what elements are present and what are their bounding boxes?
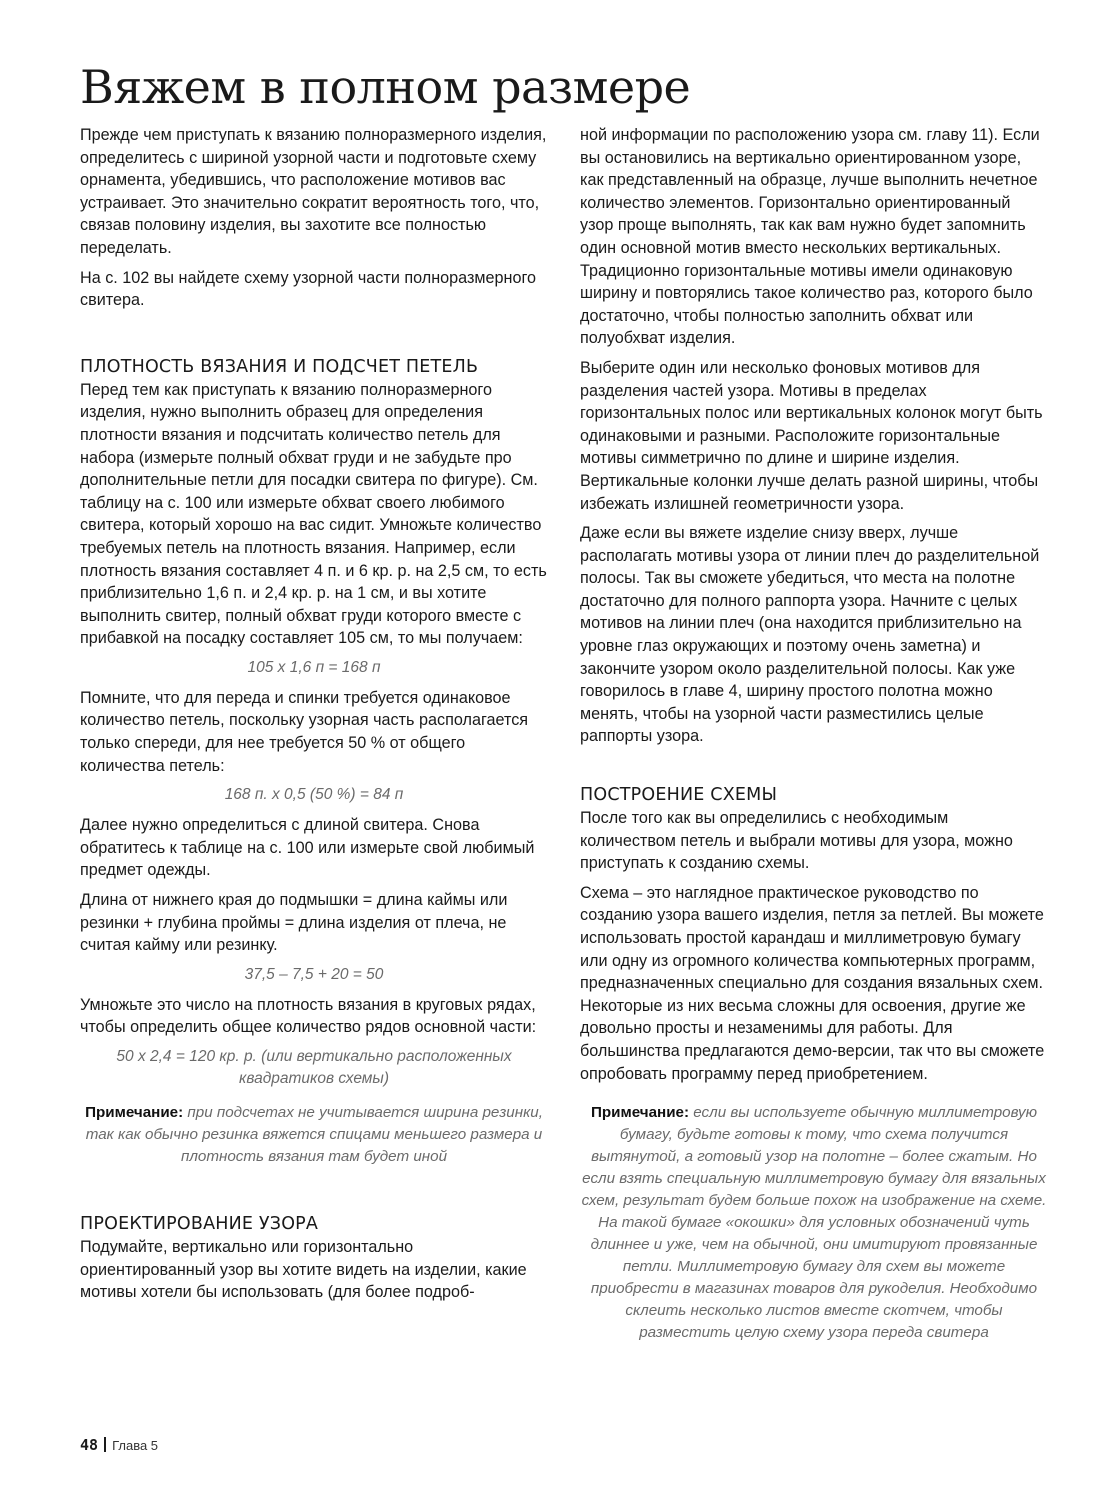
heading-gauge: ПЛОТНОСТЬ ВЯЗАНИЯ И ПОДСЧЕТ ПЕТЕЛЬ <box>80 356 479 377</box>
gauge-paragraph-3: Далее нужно определиться с длиной свитера. Снова обратитесь к таблице на с. 100 или измерьте свой любимый предмет одежды. <box>80 816 535 880</box>
heading-pattern-design: ПРОЕКТИРОВАНИЕ УЗОРА <box>80 1214 319 1234</box>
gauge-paragraph-2: Помните, что для переда и спинки требуется одинаковое количество петель, поскольку узорная часть располагается только спереди, для нее требуется 50 % от общего количества петель: <box>80 688 529 775</box>
note-text: если вы используете обычную миллиметровую бумагу, будьте готовы к тому, что схема получится вытянутой, а готовый узор на полотне – более сжатым. Но если взять специальную миллиметровую бумагу для вязальных схем, результат будем больше похож на изображение на схеме. На такой бумаге «окошки» для условных обозначений чуть длиннее и уже, чем на обычной, они имитируют провязанные петли. Миллиметровую бумагу для схем вы можете приобрести в магазинах товаров для рукоделия. Необходимо склеить несколько листов вместе скотчем, чтобы разместить целую схему узора переда свитера <box>581 1104 1047 1342</box>
note-graph-paper <box>580 1102 1048 1344</box>
page-title: Вяжем в полном размере <box>80 60 691 114</box>
note-label: Примечание: <box>85 1104 184 1121</box>
design-paragraph-cont: ной информации по расположению узора см. главу 11). Если вы остановились на вертикально ориентированном узоре, как представленный на образце, лучше выполнить нечетное количество элементов. Горизонтально ориентированный узор проще выполнять, так как вам нужно будет запомнить один основной мотив вместо нескольких вертикальных. Традиционно горизонтальные мотивы имели одинаковую ширину и повторялись такое количество раз, которого было достаточно, чтобы полностью заполнить обхват или полуобхват изделия. <box>580 126 1040 348</box>
design-paragraph: Подумайте, вертикально или горизонтально ориентированный узор вы хотите видеть на изделии, какие мотивы хотели бы использовать (для более подроб- <box>80 1238 527 1302</box>
formula-rows: 50 x 2,4 = 120 кр. р. (или вертикально расположенных квадратиков схемы) <box>116 1048 512 1087</box>
chart-paragraph-2: Схема – это наглядное практическое руководство по созданию узора вашего изделия, петля за петлей. Вы можете использовать простой карандаш и миллиметровую бумагу или одну из огромного количества компьютерных программ, предназначенных специально для создания вязальных схем. Некоторые из них весьма сложны для освоения, другие же довольно просты и незаменимы для работы. Для большинства предлагаются демо-версии, так что вы сможете опробовать программу перед приобретением. <box>580 883 1045 1083</box>
intro-paragraph-1: Прежде чем приступать к вязанию полноразмерного изделия, определитесь с шириной узорной части и подготовьте схему орнамента, убедившись, что расположение мотивов вас устраивает. Это значительно сократит вероятность того, что, связав половину изделия, вы захотите все полностью переделать. <box>80 126 547 257</box>
right-column <box>580 124 1048 1344</box>
placement-paragraph: Даже если вы вяжете изделие снизу вверх, лучше располагать мотивы узора от линии плеч до разделительной полосы. Так вы сможете убедиться, что места на полотне достаточно для полного раппорта узора. Начните с целых мотивов на линии плеч (она находится приблизительно на уровне глаз окружающих и поэтому очень заметна) и закончите узором около разделительной полосы. Как уже говорилось в главе 4, ширину простого полотна можно менять, чтобы на узорной части разместились целые раппорты узора. <box>580 524 1040 746</box>
formula-half: 168 п. x 0,5 (50 %) = 84 п <box>224 786 404 804</box>
chart-paragraph-1: После того как вы определились с необходимым количеством петель и выбрали мотивы для узора, можно приступать к созданию схемы. <box>580 809 1013 873</box>
note-ribbing <box>80 1102 548 1168</box>
gauge-paragraph-5: Умножьте это число на плотность вязания в круговых рядах, чтобы определить общее количество рядов основной части: <box>80 995 537 1037</box>
intro-paragraph-2: На с. 102 вы найдете схему узорной части полноразмерного свитера. <box>80 268 537 310</box>
gauge-paragraph-4: Длина от нижнего края до подмышки = длина каймы или резинки + глубина проймы = длина изделия от плеча, не считая кайму или резинку. <box>80 891 508 955</box>
left-column <box>80 124 548 1311</box>
formula-length: 37,5 – 7,5 + 20 = 50 <box>244 965 384 983</box>
gauge-paragraph-1: Перед тем как приступать к вязанию полноразмерного изделия, нужно выполнить образец для определения плотности вязания и подсчитать количество петель для набора (измерьте полный обхват груди и не забудьте про дополнительные петли для посадки свитера по фигуре). См. таблицу на с. 100 или измерьте обхват своего любимого свитера, который хорошо на вас сидит. Умножьте количество требуемых петель на плотность вязания. Например, если плотность вязания составляет 4 п. и 6 кр. р. на 2,5 см, то есть приблизительно 1,6 п. и 2,4 кр. р. на 1 см, и вы хотите выполнить свитер, полный обхват груди которого вместе с прибавкой на посадку составляет 105 см, то мы получаем: <box>80 380 547 648</box>
footer-divider <box>104 1437 106 1452</box>
page-footer <box>80 1436 158 1454</box>
formula-stitches: 105 x 1,6 п = 168 п <box>247 658 381 676</box>
page-number: 48 <box>80 1436 99 1454</box>
note-text: при подсчетах не учитывается ширина резинки, так как обычно резинка вяжется спицами меньшего размера и плотность вязания там будет иной <box>85 1104 543 1165</box>
note-label: Примечание: <box>590 1104 690 1122</box>
motifs-paragraph: Выберите один или несколько фоновых мотивов для разделения частей узора. Мотивы в пределах горизонтальных полос или вертикальных колонок могут быть одинаковыми и разными. Расположите горизонтальные мотивы симметрично по длине и ширине изделия. Вертикальные колонки лучше делать разной ширины, чтобы избежать излишней геометричности узора. <box>580 358 1043 513</box>
heading-chart-building: ПОСТРОЕНИЕ СХЕМЫ <box>580 785 778 806</box>
chapter-label: Глава 5 <box>112 1438 159 1453</box>
